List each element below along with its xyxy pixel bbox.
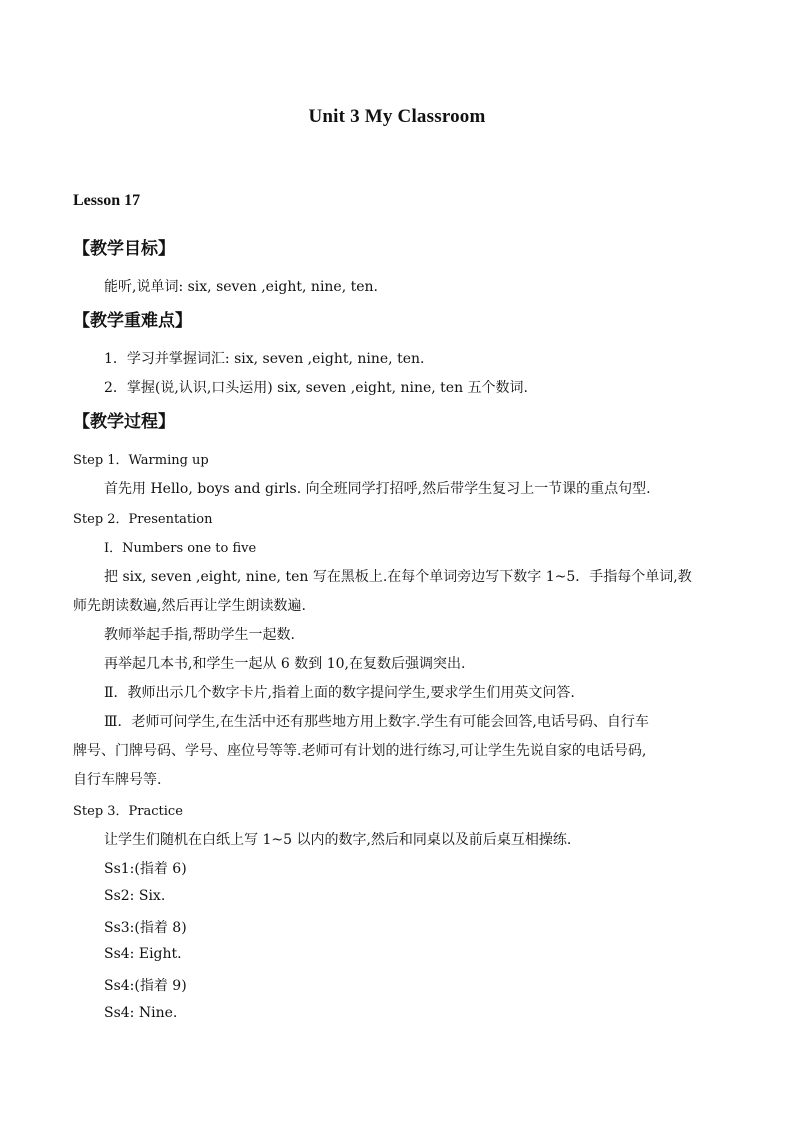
section-heading-key-points: 【教学重难点】 [73, 311, 192, 331]
process-line-8: 再举起几本书,和学生一起从 6 数到 10,在复数后强调突出. [104, 656, 466, 672]
document-title: Unit 3 My Classroom [308, 106, 486, 127]
process-line-14: 让学生们随机在白纸上写 1~5 以内的数字,然后和同桌以及前后桌互相操练. [104, 832, 572, 848]
process-line-19: Ss4:(指着 9) [104, 978, 187, 994]
section-heading-process: 【教学过程】 [73, 412, 175, 432]
process-line-2: 首先用 Hello, boys and girls. 向全班同学打招呼,然后带学生复习上一节课的重点句型. [104, 481, 651, 497]
process-line-15: Ss1:(指着 6) [104, 861, 187, 877]
process-step-2: Step 2．Presentation [73, 512, 213, 527]
process-step-1: Step 1．Warming up [73, 453, 209, 468]
process-line-18: Ss4: Eight. [104, 946, 182, 962]
lesson-heading: Lesson 17 [73, 192, 141, 209]
process-line-5: 把 six, seven ,eight, nine, ten 写在黑板上.在每个单词旁边写下数字 1~5．手指每个单词,教 [104, 569, 692, 585]
process-line-12: 自行车牌号等. [73, 772, 162, 788]
process-line-7: 教师举起手指,帮助学生一起数. [104, 627, 295, 643]
section-heading-goals: 【教学目标】 [73, 239, 175, 259]
process-step-3: Step 3．Practice [73, 804, 183, 819]
process-line-10: Ⅲ．老师可问学生,在生活中还有那些地方用上数字.学生有可能会回答,电话号码、自行车 [104, 714, 649, 730]
process-line-11: 牌号、门牌号码、学号、座位号等等.老师可有计划的进行练习,可让学生先说自家的电话号码, [73, 743, 647, 759]
process-line-16: Ss2: Six. [104, 888, 166, 904]
process-line-4: Ⅰ．Numbers one to five [104, 541, 257, 556]
process-line-17: Ss3:(指着 8) [104, 920, 187, 936]
process-line-9: Ⅱ．教师出示几个数字卡片,指着上面的数字提问学生,要求学生们用英文问答. [104, 685, 575, 701]
goals-line-1: 能听,说单词: six, seven ,eight, nine, ten. [104, 279, 378, 295]
key-points-line-1: 1．学习并掌握词汇: six, seven ,eight, nine, ten. [104, 351, 425, 367]
key-points-line-2: 2．掌握(说,认识,口头运用) six, seven ,eight, nine, ten 五个数词. [104, 380, 529, 396]
process-line-20: Ss4: Nine. [104, 1005, 178, 1021]
process-line-6: 师先朗读数遍,然后再让学生朗读数遍. [73, 598, 306, 614]
